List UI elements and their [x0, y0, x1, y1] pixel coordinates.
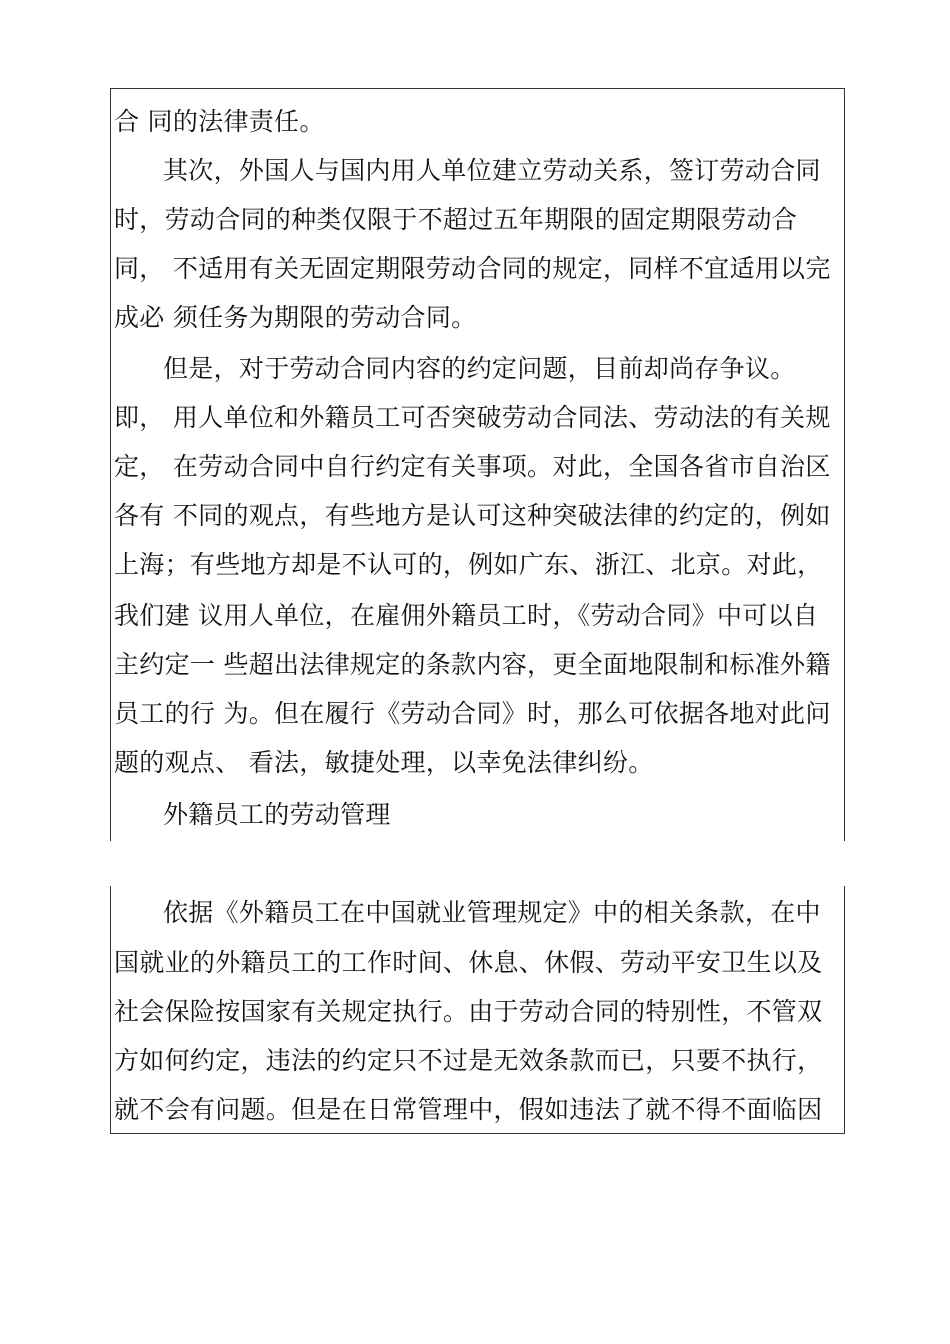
paragraph-line: 各有 不同的观点，有些地方是认可这种突破法律的约定的，例如 [114, 501, 831, 530]
paragraph-line: 社会保险按国家有关规定执行。由于劳动合同的特别性，不管双 [114, 997, 823, 1026]
paragraph-line: 即， 用人单位和外籍员工可否突破劳动合同法、劳动法的有关规 [114, 403, 831, 432]
paragraph-line: 定， 在劳动合同中自行约定有关事项。对此，全国各省市自治区 [114, 452, 831, 481]
paragraph-line: 成必 须任务为期限的劳动合同。 [114, 303, 477, 332]
paragraph-line: 题的观点、 看法，敏捷处理，以幸免法律纠纷。 [114, 748, 654, 777]
paragraph-line: 合 同的法律责任。 [114, 107, 325, 136]
paragraph-line: 同， 不适用有关无固定期限劳动合同的规定，同样不宜适用以完 [114, 254, 831, 283]
paragraph-line: 上海；有些地方却是不认可的，例如广东、浙江、北京。对此， [114, 550, 823, 579]
paragraph-line: 主约定一 些超出法律规定的条款内容，更全面地限制和标准外籍 [114, 650, 831, 679]
paragraph-line: 时，劳动合同的种类仅限于不超过五年期限的固定期限劳动合 [114, 205, 798, 234]
paragraph-line: 我们建 议用人单位，在雇佣外籍员工时，《劳动合同》中可以自 [114, 601, 819, 630]
paragraph-line: 依据《外籍员工在中国就业管理规定》中的相关条款，在中 [163, 898, 821, 927]
paragraph-line: 但是，对于劳动合同内容的约定问题，目前却尚存争议。 [163, 354, 796, 383]
paragraph-line: 方如何约定，违法的约定只不过是无效条款而已，只要不执行， [114, 1046, 823, 1075]
paragraph-line: 其次，外国人与国内用人单位建立劳动关系，签订劳动合同 [163, 156, 821, 185]
paragraph-line: 员工的行 为。但在履行《劳动合同》时，那么可依据各地对此问 [114, 699, 831, 728]
paragraph-line: 就不会有问题。但是在日常管理中，假如违法了就不得不面临因 [114, 1095, 823, 1124]
paragraph-line: 国就业的外籍员工的工作时间、休息、休假、劳动平安卫生以及 [114, 948, 823, 977]
section-heading: 外籍员工的劳动管理 [163, 800, 391, 829]
